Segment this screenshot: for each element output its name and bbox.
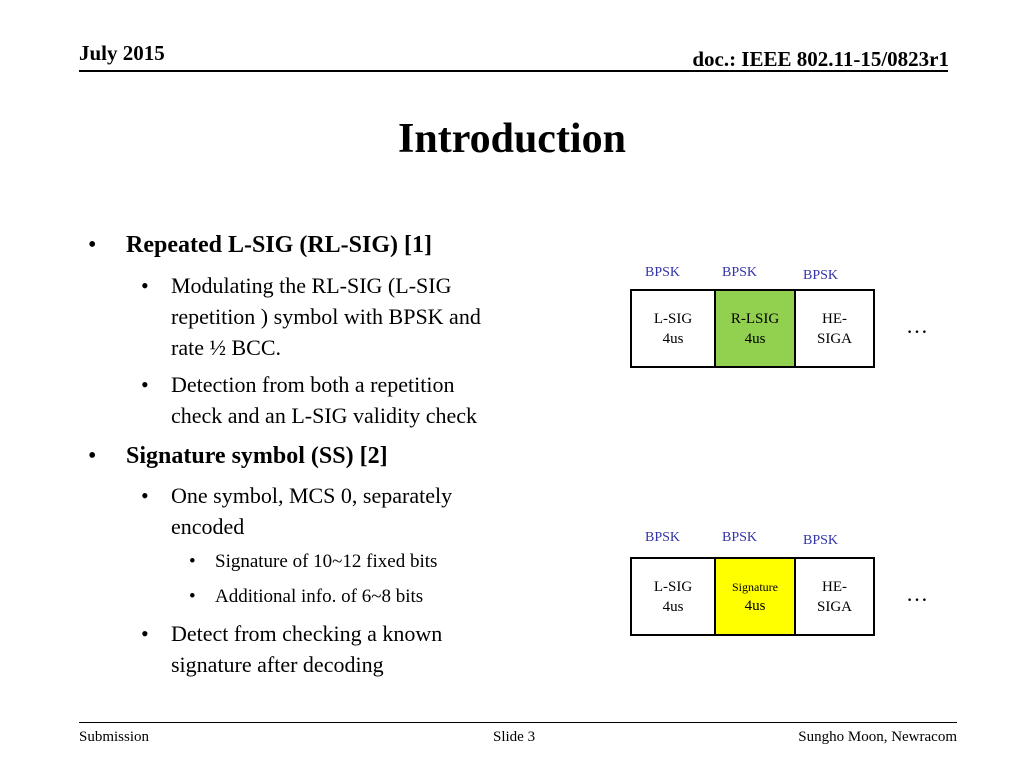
continuation-ellipsis: … xyxy=(906,313,930,338)
bullet-ss-additional-info xyxy=(189,585,424,609)
footer-author: Sungho Moon, Newracom xyxy=(798,729,957,745)
bullet-ss-one-symbol xyxy=(141,480,453,542)
continuation-ellipsis: … xyxy=(906,581,930,606)
bullet-text-line: Modulating the RL-SIG (L-SIG xyxy=(171,273,452,298)
bullet-ss-heading: Signature symbol (SS) [2] xyxy=(126,443,388,469)
footer-slide-number: Slide 3 xyxy=(493,729,536,745)
field-rlsig xyxy=(714,291,794,366)
frame-fields xyxy=(630,289,875,368)
modulation-label: BPSK xyxy=(645,530,681,545)
bullet-ss-detect xyxy=(141,618,443,680)
modulation-label: BPSK xyxy=(722,530,758,545)
bullet-text-line: rate ½ BCC. xyxy=(171,335,281,360)
field-he-siga xyxy=(794,291,873,366)
bullet-text-line: Signature of 10~12 fixed bits xyxy=(215,551,438,572)
frame-fields xyxy=(630,557,875,636)
field-duration: 4us xyxy=(662,330,684,347)
field-name: HE- xyxy=(822,310,847,327)
bullet-ss xyxy=(88,442,388,471)
field-name: L-SIG xyxy=(653,310,693,327)
field-duration: 4us xyxy=(662,598,684,615)
field-name: HE- xyxy=(822,578,847,595)
bullet-dot: • xyxy=(141,621,149,646)
bullet-text-line: Detection from both a repetition xyxy=(171,372,455,397)
modulation-label: BPSK xyxy=(803,268,839,283)
bullet-dot: • xyxy=(88,443,97,469)
field-name: R-LSIG xyxy=(730,310,780,327)
bullet-dot: • xyxy=(189,586,196,607)
field-he-siga xyxy=(794,559,873,634)
field-name-cont: SIGA xyxy=(816,330,852,347)
footer-submission: Submission xyxy=(79,729,150,745)
header-doc-id: doc.: IEEE 802.11-15/0823r1 xyxy=(692,47,949,71)
footer-divider xyxy=(79,722,957,723)
modulation-label: BPSK xyxy=(645,265,681,280)
field-name-cont: SIGA xyxy=(816,598,852,615)
bullet-text-line: Detect from checking a known xyxy=(171,621,443,646)
bullet-rlsig-detection xyxy=(141,369,478,431)
bullet-dot: • xyxy=(141,273,149,298)
bullet-rlsig-modulating xyxy=(141,270,481,363)
field-name: L-SIG xyxy=(653,578,693,595)
bullet-dot: • xyxy=(141,483,149,508)
bullet-text-line: One symbol, MCS 0, separately xyxy=(171,483,453,508)
field-name: Signature xyxy=(732,579,778,594)
bullet-text-line: signature after decoding xyxy=(171,652,384,677)
modulation-label: BPSK xyxy=(722,265,758,280)
bullet-text-line: encoded xyxy=(171,514,245,539)
bullet-dot: • xyxy=(189,551,196,572)
bullet-rlsig xyxy=(88,231,432,260)
bullet-dot: • xyxy=(141,372,149,397)
field-lsig xyxy=(632,559,714,634)
field-duration: 4us xyxy=(744,330,766,347)
field-lsig xyxy=(632,291,714,366)
bullet-text-line: Additional info. of 6~8 bits xyxy=(215,586,424,607)
bullet-text-line: repetition ) symbol with BPSK and xyxy=(171,304,481,329)
header-date: July 2015 xyxy=(79,41,165,65)
modulation-label: BPSK xyxy=(803,533,839,548)
bullet-ss-signature-bits xyxy=(189,550,438,574)
slide-title: Introduction xyxy=(398,116,626,162)
field-signature xyxy=(714,559,794,634)
bullet-dot: • xyxy=(88,232,97,258)
field-duration: 4us xyxy=(744,597,766,614)
bullet-rlsig-heading: Repeated L-SIG (RL-SIG) [1] xyxy=(126,232,432,258)
bullet-text-line: check and an L-SIG validity check xyxy=(171,403,478,428)
